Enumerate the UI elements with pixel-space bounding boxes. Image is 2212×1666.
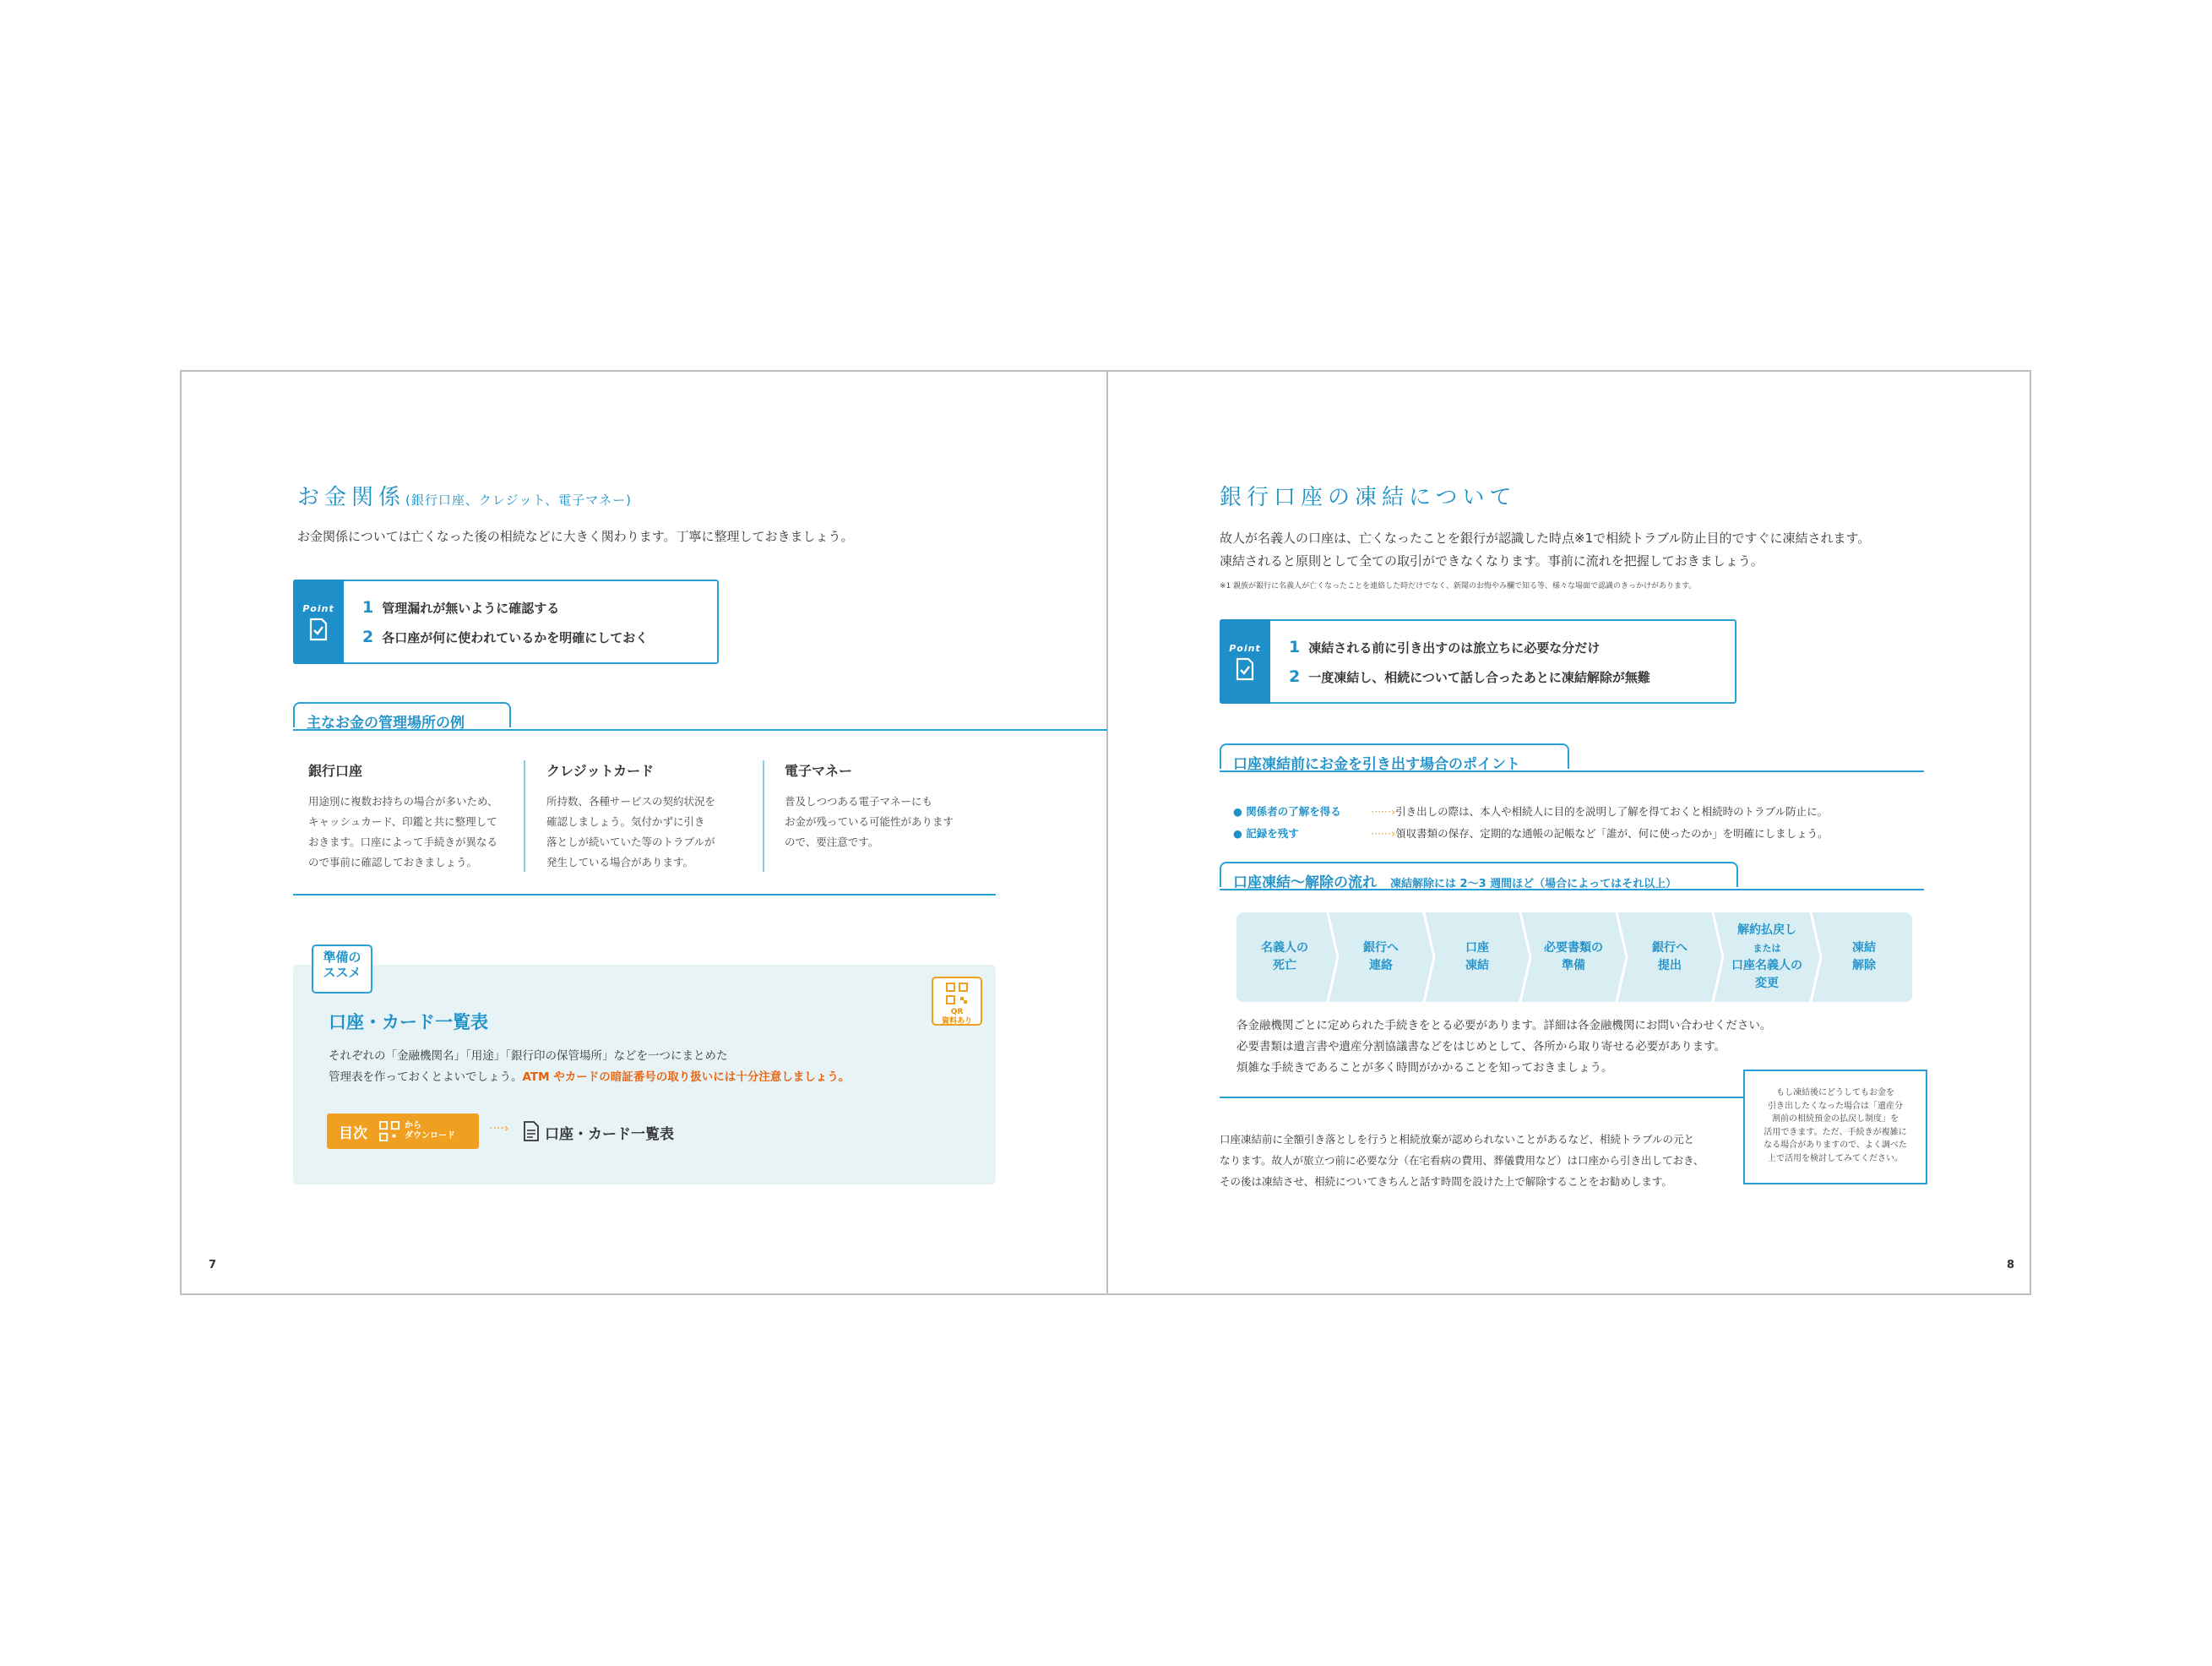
flow-step: 解約払戻し または 口座名義人の 変更: [1731, 923, 1802, 990]
side-note-box: [1743, 1070, 1927, 1184]
column-emoney: [785, 760, 1004, 852]
point-tab: [1220, 619, 1270, 704]
section-title: 口座凍結〜解除の流れ 凍結解除には 2〜3 週間ほど（場合によってはそれ以上）: [1233, 874, 1677, 891]
page-left: [182, 372, 1106, 1293]
page-number: 7: [209, 1259, 217, 1271]
page-right: [1108, 372, 2033, 1293]
title-sub: (銀行口座、クレジット、電子マネー): [405, 493, 632, 508]
point-items: [362, 593, 648, 652]
column-divider: [524, 760, 525, 872]
flow-step: 必要書類の 準備: [1544, 941, 1603, 972]
prep-body: それぞれの「金融機関名」「用途」「銀行印の保管場所」などを一つにまとめた 管理表を作っておくとよいでしょう。ATM やカードの暗証番号の取り扱いには十分注意しましょう。: [329, 1049, 851, 1084]
point-tab: [293, 580, 344, 664]
column-body: 所持数、各種サービスの契約状況を 確認しましょう。気付かずに引き 落としが続いていた等のトラブルが 発生している場合があります。: [546, 795, 716, 868]
point-label: Point: [1229, 642, 1261, 654]
flow-chart: [1236, 912, 1912, 1002]
column-divider: [763, 760, 764, 872]
checklist-icon: [308, 618, 329, 641]
column-body: 普及しつつある電子マネーにも お金が残っている可能性があります ので、要注意です。: [785, 795, 954, 848]
bullet-list: [1233, 801, 1829, 845]
section-title: 主なお金の管理場所の例: [307, 715, 465, 732]
qr-badge-label: QR: [950, 1008, 964, 1016]
flow-step: 銀行へ 連絡: [1363, 941, 1399, 972]
point-label: Point: [302, 602, 334, 614]
flow-step: 口座 凍結: [1465, 941, 1489, 972]
prep-heading: 口座・カード一覧表: [329, 1012, 488, 1032]
booklet-spread: [180, 370, 2031, 1295]
qr-badge: [932, 977, 982, 1026]
point-item: 2 各口座が何に使われているかを明確にしておく: [362, 628, 649, 646]
title-main: お金関係: [297, 485, 406, 510]
section-title: 口座凍結前にお金を引き出す場合のポイント: [1233, 756, 1520, 773]
section-bottom-rule: [293, 894, 996, 896]
qr-code-icon: [946, 983, 968, 1004]
column-heading: 銀行口座: [308, 763, 363, 779]
flow-step: 凍結 解除: [1852, 941, 1876, 972]
point-box: [1220, 619, 1736, 704]
footnote: ※1 親族が銀行に名義人が亡くなったことを連絡した時だけでなく、新聞のお悔やみ欄で知る等、様々な場面で認識のきっかけがあります。: [1220, 582, 1697, 591]
point-box: [293, 580, 719, 664]
download-button[interactable]: 目次 から ダウンロード: [327, 1113, 479, 1149]
point-item: 2 一度凍結し、相続について話し合ったあとに凍結解除が無難: [1289, 667, 1650, 686]
column-heading: 電子マネー: [785, 763, 853, 779]
document-icon: [523, 1120, 540, 1142]
bottom-note: 口座凍結前に全額引き落としを行うと相続放棄が認められないことがあるなど、相続トラブルの元と なります。故人が旅立つ前に必要な分（在宅看病の費用、葬儀費用など）は口座から引き出しておき、 その後は凍結させ、相続についてきちんと話す時間を設けた上で解除することをお勧めします。: [1220, 1133, 1704, 1188]
bullet-item: ● 関係者の了解を得る ······›引き出しの際は、本人や相続人に目的を説明し了解を得ておくと相続時のトラブル防止に。: [1233, 805, 1829, 818]
page-title: 銀行口座の凍結について: [1220, 485, 1517, 510]
column-body: 用途別に複数お持ちの場合が多いため、 キャッシュカード、印鑑と共に整理して おきます。口座によって手続きが異なる ので事前に確認しておきましょう。: [308, 795, 498, 868]
page-title: [297, 480, 632, 511]
column-heading: クレジットカード: [546, 763, 655, 779]
section-header: [1220, 743, 1924, 772]
divider-rule: [1220, 1097, 1743, 1098]
qr-badge-sub: 資料あり: [941, 1017, 972, 1026]
prep-box: [293, 950, 996, 1184]
point-item: 1 凍結される前に引き出すのは旅立ちに必要な分だけ: [1289, 638, 1601, 656]
page-number: 8: [2007, 1259, 2015, 1271]
lead-text: 故人が名義人の口座は、亡くなったことを銀行が認識した時点※1で相続トラブル防止目的ですぐに凍結されます。 凍結されると原則として全ての取引ができなくなります。事前に流れを把握しておきましょう。: [1220, 531, 1871, 569]
qr-code-icon: [379, 1121, 399, 1141]
arrow-right-icon: ····›: [489, 1122, 509, 1135]
section-header: [1220, 862, 1924, 890]
section-subtitle: 凍結解除には 2〜3 週間ほど（場合によってはそれ以上）: [1390, 878, 1677, 890]
point-items: [1289, 633, 1650, 692]
flow-chevrons: [1236, 912, 1912, 1002]
lead-text: お金関係については亡くなった後の相続などに大きく関わります。丁寧に整理しておきましょう。: [297, 529, 854, 544]
checklist-icon: [1235, 657, 1255, 681]
flow-description: 各金融機関ごとに定められた手続きをとる必要があります。詳細は各金融機関にお問い合わせください。 必要書類は遺言書や遺産分割協議書などをはじめとして、各所から取り寄せる必要があります。 煩雑な手続きであることが多く時間がかかることを知っておきましょう。: [1236, 1019, 1772, 1075]
prep-badge: 準備の ススメ: [312, 945, 372, 994]
bullet-item: ● 記録を残す ······›領収書類の保存、定期的な通帳の記帳など「誰が、何に使ったのか」を明確にしましょう。: [1233, 827, 1829, 840]
side-note-text: もし凍結後にどうしてもお金を 引き出したくなった場合は「遺産分 割前の相続預金の払戻し制度」を 活用できます。ただ、手続きが複雑に なる場合がありますので、よく調べた 上で活用を検討してみてください。: [1764, 1088, 1907, 1163]
flow-step: 銀行へ 提出: [1652, 941, 1688, 972]
section-header: [293, 702, 1107, 731]
warning-text: ATM やカードの暗証番号の取り扱いには十分注意しましょう。: [522, 1070, 851, 1084]
point-item: 1 管理漏れが無いように確認する: [362, 598, 560, 617]
column-bank: [308, 760, 528, 873]
flow-step: 名義人の 死亡: [1261, 941, 1308, 972]
column-credit: [546, 760, 766, 873]
download-link[interactable]: 口座・カード一覧表: [545, 1126, 674, 1143]
